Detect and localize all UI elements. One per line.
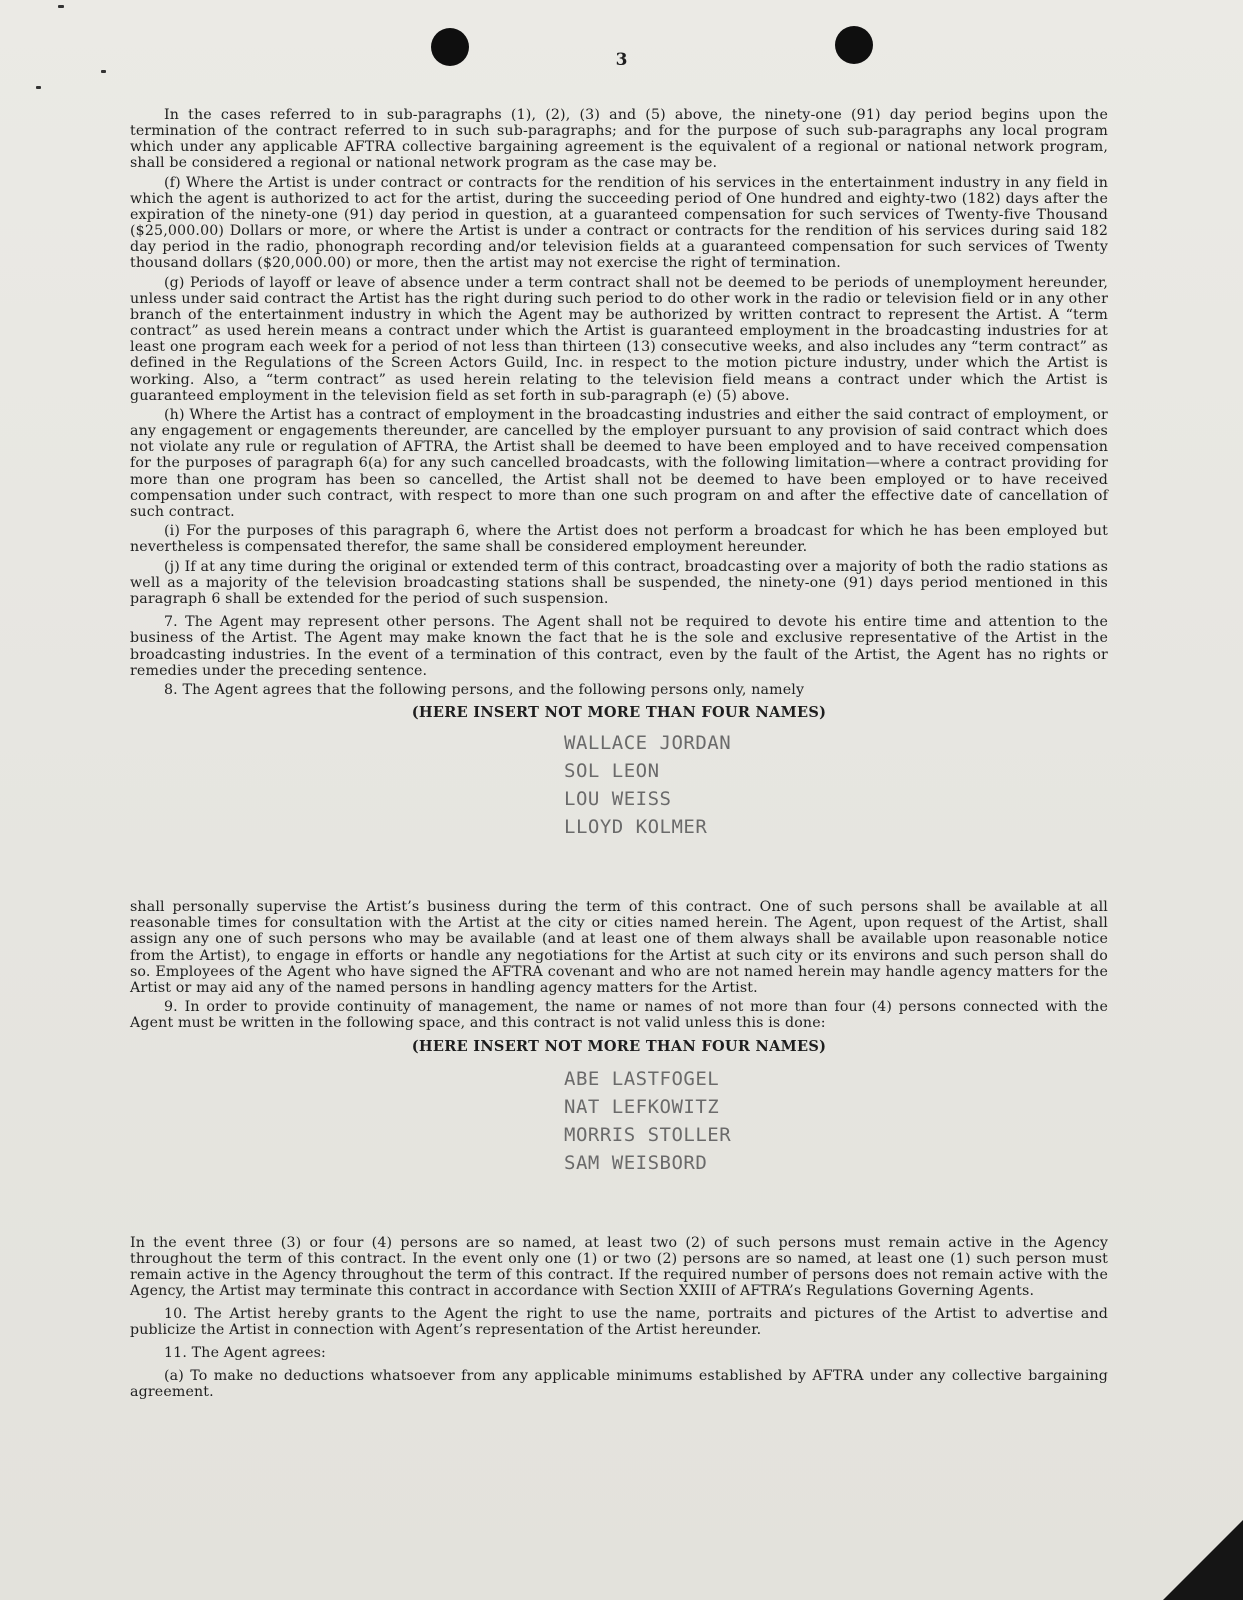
paragraph-h: (h) Where the Artist has a contract of employment in the broadcasting industries and either the said contract of employment, or any engagement or engagements thereunder, are cancelled by the employer pursuant to any provision of said contract which does not violate any rule or regulation of AFTRA, the Artist shall be deemed to have been employed and to have received compensation for the purposes of paragraph 6(a) for any such cancelled broadcasts, with the following limitation—where a contract providing for more than one program has been so cancelled, the Artist shall not be deemed to have been employed or to have received compensation under such contract, with respect to more than one such program on and after the effective date of cancellation of such contract. bbox=[130, 407, 1108, 520]
paragraph-11a: (a) To make no deductions whatsoever from any applicable minimums established by AFTRA under any collective bargaining agreement. bbox=[130, 1368, 1108, 1401]
page-speck bbox=[101, 70, 106, 73]
paragraph-11: 11. The Agent agrees: bbox=[164, 1345, 326, 1362]
paragraph-cases: In the cases referred to in sub-paragraphs (1), (2), (3) and (5) above, the ninety-one (91) day period begins upon the termination of the contract referred to in such sub-paragraphs; and for the purpose of such sub-paragraphs any local program which under any applicable AFTRA collective bargaining agreement is the equivalent of a regional or national network program, shall be considered a regional or national network program as the case may be. bbox=[130, 107, 1108, 172]
typed-name: LOU WEISS bbox=[564, 788, 672, 811]
paragraph-7: 7. The Agent may represent other persons. The Agent shall not be required to devote his entire time and attention to the business of the Artist. The Agent may make known the fact that he is the sole and exclusive representative of the Artist in the broadcasting industries. In the event of a termination of this contract, even by the fault of the Artist, the Agent has no rights or remedies under the preceding sentence. bbox=[130, 614, 1108, 679]
supervising-names-list bbox=[564, 729, 1108, 841]
paragraph-i: (i) For the purposes of this paragraph 6, where the Artist does not perform a broadcast for which he has been employed but nevertheless is compensated therefor, the same shall be considered employment hereunder. bbox=[130, 523, 1108, 556]
paragraph-j: (j) If at any time during the original or extended term of this contract, broadcasting over a majority of both the radio stations as well as a majority of the television broadcasting stations shall be suspended, the ninety-one (91) days period mentioned in this paragraph 6 shall be extended for the period of such suspension. bbox=[130, 559, 1108, 608]
paragraph-9: 9. In order to provide continuity of management, the name or names of not more than four (4) persons connected with the Agent must be written in the following space, and this contract is not valid unless this is done: bbox=[130, 999, 1108, 1032]
typed-name: ABE LASTFOGEL bbox=[564, 1067, 720, 1090]
paragraph-f: (f) Where the Artist is under contract or contracts for the rendition of his services in the entertainment industry in any field in which the agent is authorized to act for the artist, during the succeeding period of One hundred and eighty-two (182) days after the expiration of the ninety-one (91) day period in question, at a guaranteed compensation for such services of Twenty-five Thousand ($25,000.00) Dollars or more, or where the Artist is under a contract or contracts for the rendition of his services during said 182 day period in the radio, phonograph recording and/or television fields at a guaranteed compensation for such services of Twenty thousand dollars ($20,000.00) or more, then the artist may not exercise the right of termination. bbox=[130, 174, 1108, 272]
paragraph-10: 10. The Artist hereby grants to the Agent the right to use the name, portraits and pictures of the Artist to advertise and publicize the Artist in connection with Agent’s representation of the Artist hereunder. bbox=[130, 1305, 1108, 1338]
typed-name: MORRIS STOLLER bbox=[564, 1123, 732, 1146]
page-speck bbox=[36, 86, 41, 89]
typed-name: LLOYD KOLMER bbox=[564, 816, 708, 839]
folded-corner bbox=[1163, 1520, 1243, 1600]
typed-name: SOL LEON bbox=[564, 760, 660, 783]
management-names-list bbox=[564, 1065, 1108, 1177]
contract-body bbox=[130, 107, 1108, 1404]
page-speck bbox=[58, 5, 64, 8]
paragraph-event: In the event three (3) or four (4) persons are so named, at least two (2) of such persons must remain active in the Agency throughout the term of this contract. In the event only one (1) or two (2) persons are so named, at least one (1) such person must remain active in the Agency throughout the term of this contract. If the required number of persons does not remain active with the Agency, the Artist may terminate this contract in accordance with Section XXIII of AFTRA’s Regulations Governing Agents. bbox=[130, 1234, 1108, 1299]
typed-name: WALLACE JORDAN bbox=[564, 732, 732, 755]
page-number: 3 bbox=[615, 50, 628, 70]
insert-names-heading: (HERE INSERT NOT MORE THAN FOUR NAMES) bbox=[411, 1037, 827, 1055]
paragraph-8: 8. The Agent agrees that the following persons, and the following persons only, namely bbox=[164, 682, 805, 699]
insert-names-heading: (HERE INSERT NOT MORE THAN FOUR NAMES) bbox=[411, 704, 827, 722]
paragraph-g: (g) Periods of layoff or leave of absence under a term contract shall not be deemed to be periods of unemployment hereunder, unless under said contract the Artist has the right during such period to do other work in the radio or television field or in any other branch of the entertainment industry in which the Agent may be authorized by written contract to represent the Artist. A “term contract” as used herein means a contract under which the Artist is guaranteed employment in the broadcasting industries for at least one program each week for a period of not less than thirteen (13) consecutive weeks, and also includes any “term contract” as defined in the Regulations of the Screen Actors Guild, Inc. in respect to the motion picture industry, under which the Artist is working. Also, a “term contract” as used herein relating to the television field means a contract under which the Artist is guaranteed employment in the television field as set forth in sub-paragraph (e) (5) above. bbox=[130, 274, 1108, 404]
typed-name: SAM WEISBORD bbox=[564, 1151, 708, 1174]
typed-name: NAT LEFKOWITZ bbox=[564, 1095, 720, 1118]
paragraph-supervise: shall personally supervise the Artist’s business during the term of this contract. One of such persons shall be available at all reasonable times for consultation with the Artist at the city or cities named herein. The Agent, upon request of the Artist, shall assign any one of such persons who may be available (and at least one of them always shall be available upon reasonable notice from the Artist), to engage in efforts or handle any negotiations for the Artist at such city or its environs and such person shall do so. Employees of the Agent who have signed the AFTRA covenant and who are not named herein may handle agency matters for the Artist or may aid any of the named persons in handling agency matters for the Artist. bbox=[130, 899, 1108, 996]
